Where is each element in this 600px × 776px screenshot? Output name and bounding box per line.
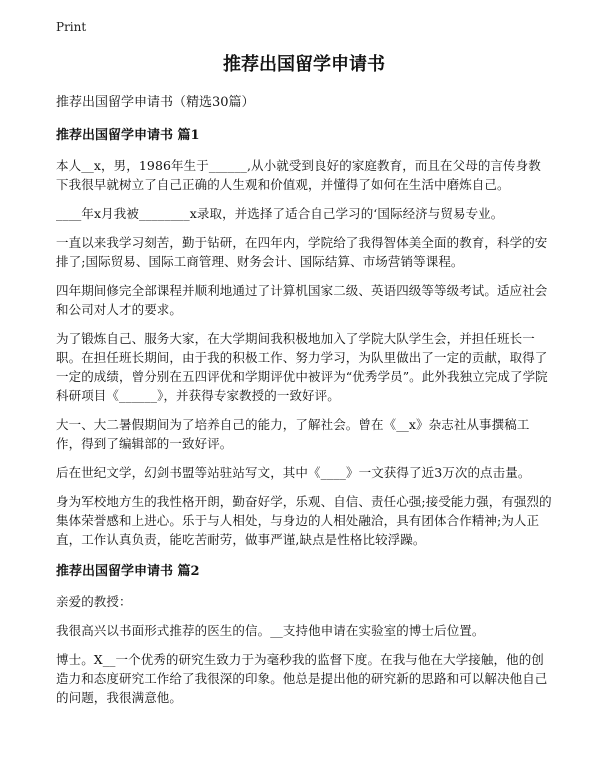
paragraph: 一直以来我学习刻苦，勤于钻研，在四年内，学院给了我得智体美全面的教育，科学的安排了;国际贸易、国际工商管理、财务会计、国际结算、市场营销等课程。 — [56, 235, 548, 269]
section-heading-2: 推荐出国留学申请书 篇2 — [56, 564, 200, 579]
paragraph: 身为军校地方生的我性格开朗，勤奋好学，乐观、自信、责任心强;接受能力强，有强烈的集体荣誉感和上进心。乐于与人相处，与身边的人相处融洽，具有团体合作精神;为人正直，工作认真负责，能吃苦耐劳，做事严谨,缺点是性格比较浮躁。 — [56, 494, 552, 547]
document-subtitle: 推荐出国留学申请书（精选30篇） — [56, 95, 255, 110]
paragraph: ____年x月我被________x录取，并选择了适合自己学习的‘国际经济与贸易专业。 — [56, 206, 504, 221]
paragraph: 大一、大二暑假期间为了培养自己的能力，了解社会。曾在《__x》杂志社从事撰稿工作，得到了编辑部的一致好评。 — [56, 417, 530, 451]
paragraph: 本人__x，男，1986年生于______,从小就受到良好的家庭教育，而且在父母的言传身教下我很早就树立了自己正确的人生观和价值观，并懂得了如何在生活中磨炼自己。 — [56, 158, 541, 192]
paragraph: 为了锻炼自己、服务大家，在大学期间我积极地加入了学院大队学生会，并担任班长一职。在担任班长期间，由于我的积极工作、努力学习，为队里做出了一定的贡献，取得了一定的成绩，曾分别在五四评优和学期评优中被评为“优秀学员”。此外我独立完成了学院科研项目《______》，并获得专家教授的一致好评。 — [56, 331, 548, 403]
print-link[interactable]: Print — [56, 20, 87, 34]
paragraph: 后在世纪文学，幻剑书盟等站驻站写文，其中《____》一文获得了近3万次的点击量。 — [56, 465, 531, 480]
page-title: 推荐出国留学申请书 — [223, 54, 385, 75]
paragraph: 四年期间修完全部课程并顺利地通过了计算机国家二级、英语四级等等级考试。适应社会和公司对人才的要求。 — [56, 283, 548, 317]
paragraph: 博士。X__一个优秀的研究生致力于为毫秒我的监督下度。在我与他在大学接触，他的创造力和态度研究工作给了我很深的印象。他总是提出他的研究新的思路和可以解决他自己的问题，我很满意他。 — [56, 652, 548, 705]
paragraph: 我很高兴以书面形式推荐的医生的信。__支持他申请在实验室的博士后位置。 — [56, 623, 485, 638]
paragraph: 亲爱的教授： — [56, 594, 132, 609]
section-heading-1: 推荐出国留学申请书 篇1 — [56, 128, 200, 143]
